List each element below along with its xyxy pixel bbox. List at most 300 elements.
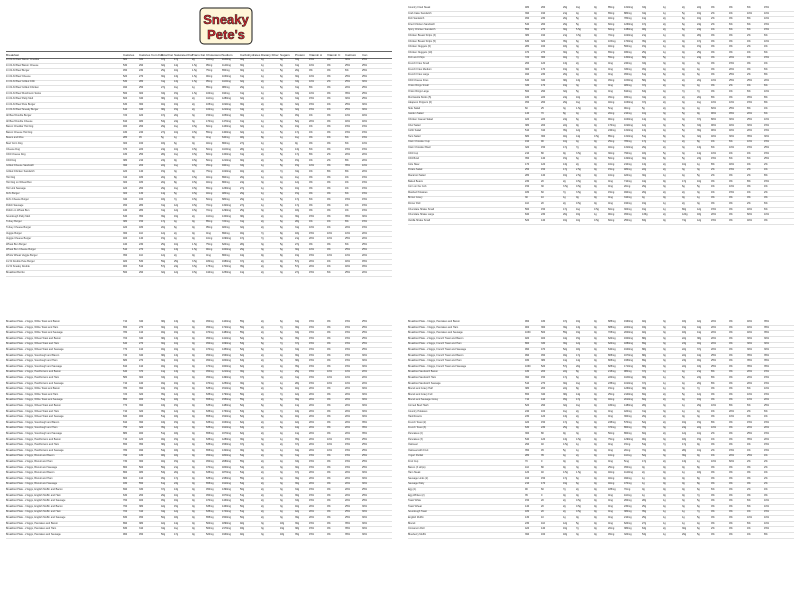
cell-vitamin-a: 20%: [711, 348, 717, 351]
cell-calcium: 10%: [345, 114, 351, 117]
cell-cholesterol: 170mg: [608, 123, 616, 127]
cell-calories: 860: [123, 465, 128, 469]
cell-calories-from-fat: 260: [139, 493, 144, 497]
cell-vitamin-a: 8%: [711, 370, 715, 374]
cell-iron: 30%: [764, 348, 770, 351]
cell-protein: 3g: [697, 62, 700, 65]
cell-sodium: 1520mg: [222, 415, 232, 419]
cell-sugars: 22g: [682, 348, 687, 351]
cell-sugars: 4g: [682, 370, 685, 374]
cell-carbohydrates: 89g: [642, 359, 647, 363]
cell-sugars: 6g: [280, 348, 283, 351]
cell-total-fat: 38g: [161, 353, 166, 357]
cell-iron: 2%: [764, 460, 768, 463]
cell-total-fat: 30g: [161, 248, 166, 252]
cell-trans-fat: 0g: [594, 17, 597, 21]
cell-saturated-fat: 3g: [576, 532, 579, 536]
cell-iron: 25%: [764, 157, 770, 161]
cell-vitamin-a: 4%: [309, 158, 313, 162]
cell-vitamin-c: 0%: [327, 175, 331, 179]
cell-vitamin-c: 0%: [327, 164, 331, 168]
cell-total-fat: 26g: [563, 213, 568, 217]
cell-vitamin-a: 6%: [711, 146, 715, 149]
cell-item-name: Breakfast Plate - 2 Eggs, Pancakes and Sausage: [6, 532, 61, 536]
cell-trans-fat: 0.5g: [192, 153, 197, 157]
cell-iron: 35%: [764, 364, 770, 368]
cell-protein: 4g: [697, 67, 700, 71]
cell-calcium: 4%: [345, 181, 349, 185]
cell-item-name: Corn on the Cob: [408, 185, 427, 189]
cell-vitamin-c: 0%: [729, 45, 733, 49]
cell-sodium: 2010mg: [624, 398, 634, 402]
cell-trans-fat: 0g: [594, 39, 597, 43]
cell-trans-fat: 0g: [594, 420, 597, 424]
cell-carbohydrates: 44g: [642, 179, 647, 183]
cell-iron: 2%: [764, 482, 768, 486]
cell-calcium: 4%: [747, 151, 751, 155]
cell-cholesterol: 40mg: [608, 45, 615, 49]
cell-carbohydrates: 17g: [642, 140, 647, 144]
cell-dietary-fiber: 1g: [261, 69, 264, 73]
cell-vitamin-a: 15%: [309, 454, 315, 458]
cell-calories: 280: [525, 45, 530, 49]
cell-dietary-fiber: 2g: [261, 426, 264, 430]
cell-protein: 36g: [295, 214, 300, 218]
cell-calories: 350: [525, 448, 530, 452]
cell-calcium: 40%: [345, 259, 351, 263]
cell-iron: 35%: [764, 325, 770, 329]
cell-iron: 15%: [764, 22, 770, 26]
cell-iron: 30%: [362, 353, 368, 357]
cell-carbohydrates: 31g: [642, 409, 647, 413]
cell-calcium: 6%: [345, 69, 349, 73]
cell-calcium: 30%: [345, 97, 351, 101]
cell-dietary-fiber: 2g: [261, 504, 264, 508]
cell-calcium: 15%: [747, 146, 753, 149]
cell-saturated-fat: 10g: [174, 69, 179, 73]
cell-dietary-fiber: 3g: [261, 181, 264, 185]
cell-calcium: 10%: [747, 398, 753, 402]
cell-protein: 57g: [295, 259, 300, 263]
cell-total-fat: 29g: [161, 186, 166, 190]
cell-carbohydrates: 53g: [642, 532, 647, 536]
cell-sodium: 330mg: [624, 67, 632, 71]
cell-calories: 560: [525, 207, 530, 211]
cell-trans-fat: 0g: [594, 353, 597, 357]
cell-total-fat: 27g: [161, 86, 166, 89]
cell-protein: 41g: [295, 404, 300, 407]
cell-iron: 15%: [764, 443, 770, 447]
cell-carbohydrates: 19g: [642, 202, 647, 205]
cell-carbohydrates: 36g: [240, 448, 245, 452]
cell-calories-from-fat: 140: [541, 218, 546, 222]
cell-carbohydrates: 22g: [642, 168, 647, 172]
cell-calcium: 20%: [747, 112, 753, 116]
cell-iron: 30%: [362, 482, 368, 486]
cell-trans-fat: 0g: [594, 476, 597, 480]
cell-vitamin-a: 0%: [711, 62, 715, 65]
cell-vitamin-a: 0%: [711, 499, 715, 503]
cell-calories: 300: [123, 142, 128, 145]
cell-dietary-fiber: 2g: [663, 460, 666, 463]
cell-vitamin-c: 10%: [327, 437, 333, 441]
cell-dietary-fiber: 9g: [663, 179, 666, 183]
cell-item-name: Bacon (3 strips): [408, 465, 426, 469]
cell-total-fat: 24g: [161, 147, 166, 151]
cell-total-fat: 30g: [563, 50, 568, 54]
cell-calories-from-fat: 340: [139, 320, 144, 323]
cell-calories-from-fat: 530: [139, 259, 144, 263]
cell-protein: 44g: [697, 353, 702, 357]
cell-vitamin-a: 20%: [309, 119, 315, 123]
cell-sodium: 780mg: [624, 17, 632, 21]
cell-calcium: 25%: [345, 108, 351, 112]
cell-calories: 520: [525, 218, 530, 222]
cell-saturated-fat: 12g: [174, 392, 179, 396]
cell-dietary-fiber: 9g: [663, 448, 666, 452]
header-protein: Protein: [295, 53, 305, 57]
cell-sugars: 3g: [682, 504, 685, 508]
cell-calories: 420: [123, 170, 128, 173]
cell-carbohydrates: 32g: [240, 130, 245, 134]
cell-iron: 10%: [764, 504, 770, 508]
cell-cholesterol: 450mg: [206, 493, 214, 497]
cell-calcium: 35%: [345, 527, 351, 531]
cell-vitamin-c: 0%: [729, 336, 733, 340]
cell-saturated-fat: 16g: [174, 348, 179, 351]
cell-vitamin-c: 0%: [327, 532, 331, 536]
cell-dietary-fiber: 0g: [663, 476, 666, 480]
cell-item-name: Jalapeno Poppers (6): [408, 101, 432, 105]
cell-sodium: 240mg: [624, 62, 632, 65]
cell-sugars: 3g: [280, 270, 283, 274]
cell-carbohydrates: 47g: [642, 22, 647, 26]
cell-vitamin-a: 8%: [711, 376, 715, 379]
cell-sugars: 5g: [682, 376, 685, 379]
cell-protein: 10g: [697, 432, 702, 435]
cell-calories-from-fat: 260: [541, 6, 546, 9]
cell-sodium: 420mg: [624, 409, 632, 413]
cell-calories-from-fat: 230: [541, 426, 546, 430]
cell-carbohydrates: 14g: [642, 118, 647, 121]
cell-protein: 12g: [697, 392, 702, 396]
cell-calories: 960: [525, 320, 530, 323]
cell-trans-fat: 0g: [594, 123, 597, 127]
cell-carbohydrates: 30g: [240, 158, 245, 162]
cell-protein: 28g: [295, 220, 300, 224]
cell-total-fat: 39g: [161, 214, 166, 218]
cell-cholesterol: 40mg: [608, 398, 615, 402]
cell-item-name: 1/4 lb All Beef Cheese: [6, 74, 31, 78]
cell-calories: 650: [123, 325, 128, 329]
cell-cholesterol: 40mg: [608, 471, 615, 475]
cell-total-fat: 17g: [563, 146, 568, 149]
cell-vitamin-a: 15%: [309, 359, 315, 363]
cell-trans-fat: 0g: [594, 11, 597, 15]
cell-item-name: Breakfast Plate - 2 Eggs, French Toast and Bacon: [408, 336, 464, 340]
cell-saturated-fat: 18g: [174, 454, 179, 458]
cell-calories: 180: [525, 510, 530, 514]
cell-calcium: 20%: [345, 476, 351, 480]
cell-total-fat: 4g: [563, 454, 566, 458]
cell-total-fat: 42g: [161, 504, 166, 508]
cell-calories-from-fat: 160: [541, 532, 546, 536]
cell-protein: 11g: [295, 136, 299, 140]
cell-carbohydrates: 1g: [642, 482, 645, 486]
cell-protein: 34g: [295, 348, 300, 351]
cell-trans-fat: 0g: [594, 331, 597, 335]
cell-item-name: Bacon Cheddar Hot Dog: [6, 125, 34, 129]
cell-protein: 41g: [295, 432, 300, 435]
cell-iron: 10%: [764, 11, 770, 15]
cell-calories-from-fat: 120: [541, 437, 546, 441]
cell-vitamin-a: 0%: [309, 69, 313, 73]
cell-cholesterol: 75mg: [206, 242, 213, 246]
cell-total-fat: 46g: [161, 348, 166, 351]
cell-trans-fat: 0g: [594, 185, 597, 189]
cell-vitamin-c: 20%: [729, 56, 735, 60]
cell-item-name: 1/4 lb All Beef Pete Burger: [6, 102, 36, 106]
cell-protein: 42g: [295, 510, 300, 514]
cell-iron: 4%: [764, 415, 768, 419]
cell-carbohydrates: 52g: [642, 420, 647, 424]
cell-sugars: 3g: [280, 504, 283, 508]
cell-item-name: Breakfast Plate - 3 Eggs, French Toast and Sausage: [408, 364, 467, 368]
cell-protein: 24g: [697, 22, 702, 26]
cell-total-fat: 59g: [161, 259, 166, 263]
cell-iron: 30%: [362, 471, 368, 475]
cell-saturated-fat: 3g: [576, 432, 579, 435]
cell-carbohydrates: 37g: [240, 376, 245, 379]
cell-vitamin-c: 0%: [729, 381, 733, 385]
cell-calories-from-fat: 260: [541, 22, 546, 26]
cell-calories-from-fat: 470: [541, 348, 546, 351]
cell-iron: 30%: [362, 102, 368, 106]
cell-calories: 380: [525, 34, 530, 37]
cell-item-name: Onion Rings Large: [408, 90, 429, 93]
cell-vitamin-c: 0%: [327, 69, 331, 73]
cell-dietary-fiber: 2g: [261, 97, 264, 101]
cell-total-fat: 51g: [161, 432, 166, 435]
cell-calories: 360: [123, 231, 128, 235]
cell-vitamin-a: 15%: [309, 499, 315, 503]
cell-dietary-fiber: 0g: [663, 482, 666, 486]
cell-calcium: 20%: [345, 226, 351, 229]
cell-saturated-fat: 1.5g: [576, 106, 581, 110]
cell-calories-from-fat: 180: [139, 226, 144, 229]
cell-calories-from-fat: 520: [541, 364, 546, 368]
cell-calcium: 15%: [345, 336, 351, 340]
cell-item-name: Breakfast Plate - 2 Eggs, Biscuit and Ham: [6, 460, 53, 463]
cell-vitamin-c: 10%: [729, 415, 735, 419]
cell-item-name: Breakfast Plate - 3 Eggs, Wheat Toast and Ham: [6, 409, 60, 413]
cell-saturated-fat: 3g: [174, 170, 177, 173]
cell-calcium: 8%: [747, 17, 751, 21]
cell-calories: 360: [525, 432, 530, 435]
cell-calories-from-fat: 330: [139, 488, 144, 491]
cell-calories-from-fat: 150: [541, 376, 546, 379]
cell-vitamin-a: 15%: [309, 353, 315, 357]
cell-calories: 230: [525, 521, 530, 525]
cell-dietary-fiber: 2g: [261, 493, 264, 497]
cell-calcium: 2%: [747, 460, 751, 463]
cell-cholesterol: 100mg: [206, 108, 214, 112]
cell-carbohydrates: 36g: [240, 437, 245, 441]
cell-item-name: Chicken Nuggets (10): [408, 50, 433, 54]
cell-dietary-fiber: 2g: [261, 108, 264, 112]
cell-iron: 8%: [764, 101, 768, 105]
cell-calcium: 40%: [747, 325, 753, 329]
cell-protein: 37g: [295, 342, 300, 346]
cell-vitamin-c: 0%: [327, 420, 331, 424]
cell-protein: 9g: [295, 142, 298, 145]
cell-total-fat: 8g: [563, 112, 566, 116]
cell-sugars: 5g: [280, 125, 283, 129]
cell-calories: 380: [123, 158, 128, 162]
cell-item-name: Breakfast Plate - 2 Eggs, Sourdough and Bacon: [6, 353, 60, 357]
cell-sugars: 5g: [280, 186, 283, 190]
cell-protein: 8g: [697, 140, 700, 144]
cell-total-fat: 38g: [161, 336, 166, 340]
cell-carbohydrates: 13g: [642, 129, 647, 133]
cell-trans-fat: 0.5g: [192, 181, 197, 185]
cell-item-name: French Toast (3): [408, 426, 427, 430]
cell-sugars: 6g: [280, 226, 283, 229]
cell-vitamin-a: 20%: [711, 325, 717, 329]
cell-protein: 30g: [295, 465, 300, 469]
cell-protein: 3g: [697, 168, 700, 172]
cell-protein: 12g: [697, 218, 702, 222]
cell-calories: 260: [525, 62, 530, 65]
cell-cholesterol: 620mg: [608, 342, 616, 346]
cell-vitamin-a: 20%: [309, 409, 315, 413]
cell-carbohydrates: 92g: [240, 521, 245, 525]
cell-vitamin-a: 15%: [309, 58, 315, 61]
cell-item-name: Breakfast Plate - 3 Eggs, Hashbrowns and Bacon: [6, 437, 61, 441]
cell-sugars: 120g: [682, 213, 688, 217]
cell-iron: 15%: [362, 181, 368, 185]
cell-calories: 520: [525, 404, 530, 407]
cell-trans-fat: 2g: [192, 97, 195, 101]
cell-item-name: 1/2 lb Double Pete Burger: [6, 259, 35, 263]
cell-calcium: 25%: [345, 248, 351, 252]
cell-iron: 6%: [764, 207, 768, 211]
cell-trans-fat: 0g: [594, 84, 597, 88]
cell-sodium: 1400mg: [222, 130, 232, 134]
cell-dietary-fiber: 2g: [261, 476, 264, 480]
cell-calories: 130: [525, 516, 530, 519]
cell-calories: 450: [123, 69, 128, 73]
cell-saturated-fat: 4g: [576, 140, 579, 144]
cell-saturated-fat: 7g: [576, 146, 579, 149]
cell-vitamin-a: 4%: [711, 140, 715, 144]
cell-vitamin-c: 0%: [327, 203, 331, 207]
header-vitamin-c: Vitamin C: [327, 53, 341, 57]
cell-item-name: Breakfast Plate - 2 Eggs, English Muffin and Ham: [6, 493, 61, 497]
cell-trans-fat: 0g: [594, 504, 597, 508]
cell-protein: 5g: [697, 185, 700, 189]
cell-vitamin-a: 0%: [309, 136, 313, 140]
cell-protein: 27g: [295, 270, 300, 274]
cell-item-name: Biscuit and Gravy Half: [408, 387, 433, 391]
cell-total-fat: 25g: [563, 426, 568, 430]
cell-saturated-fat: 11g: [174, 186, 178, 190]
cell-item-name: French Fries Large: [408, 73, 430, 77]
cell-iron: 25%: [362, 342, 368, 346]
cell-iron: 30%: [362, 521, 368, 525]
cell-dietary-fiber: 2g: [261, 432, 264, 435]
cell-item-name: Beef Corn Dog: [6, 142, 23, 145]
cell-item-name: Kid's Burger: [6, 192, 20, 196]
cell-sugars: 1g: [280, 370, 283, 374]
cell-vitamin-a: 4%: [711, 28, 715, 32]
cell-item-name: 1/4 lb All Beef Bacon Cheese: [6, 63, 39, 67]
cell-iron: 15%: [764, 28, 770, 32]
cell-item-name: Crab Cake Sandwich: [408, 11, 432, 15]
cell-saturated-fat: 4g: [576, 73, 579, 77]
cell-calories: 810: [123, 364, 128, 368]
cell-cholesterol: 40mg: [206, 192, 213, 196]
cell-dietary-fiber: 3g: [663, 62, 666, 65]
cell-total-fat: 7g: [563, 488, 566, 491]
cell-calories-from-fat: 150: [541, 146, 546, 149]
cell-sodium: 190mg: [624, 202, 632, 205]
cell-protein: 10g: [697, 448, 702, 452]
cell-protein: 7g: [697, 387, 700, 391]
cell-vitamin-c: 0%: [327, 348, 331, 351]
cell-trans-fat: 0g: [192, 325, 195, 329]
cell-saturated-fat: 18g: [174, 398, 179, 402]
cell-item-name: Turkey Burger: [6, 220, 22, 224]
cell-saturated-fat: 13g: [174, 488, 179, 491]
cell-carbohydrates: 52g: [240, 348, 245, 351]
cell-sugars: 1g: [280, 136, 283, 140]
cell-vitamin-c: 0%: [327, 331, 331, 335]
cell-calcium: 15%: [345, 460, 351, 463]
cell-sugars: 6g: [280, 80, 283, 84]
cell-calcium: 20%: [345, 493, 351, 497]
cell-iron: 4%: [764, 106, 768, 110]
cell-trans-fat: 0g: [594, 320, 597, 323]
cell-vitamin-a: 20%: [309, 420, 315, 424]
cell-iron: 8%: [764, 174, 768, 177]
cell-trans-fat: 3g: [192, 119, 195, 123]
cell-sugars: 8g: [280, 231, 283, 235]
cell-calories: 240: [525, 409, 530, 413]
cell-trans-fat: 0g: [192, 471, 195, 475]
cell-sodium: 480mg: [624, 168, 632, 172]
cell-vitamin-c: 0%: [729, 331, 733, 335]
cell-cholesterol: 0mg: [608, 185, 613, 189]
cell-calcium: 40%: [747, 320, 753, 323]
cell-dietary-fiber: 2g: [261, 516, 264, 519]
cell-vitamin-a: 2%: [711, 17, 715, 21]
cell-protein: 31g: [295, 376, 300, 379]
cell-vitamin-c: 15%: [729, 448, 735, 452]
cell-saturated-fat: 2.5g: [576, 174, 581, 177]
cell-cholesterol: 410mg: [206, 270, 214, 274]
cell-trans-fat: 0g: [192, 488, 195, 491]
cell-iron: 20%: [362, 153, 368, 157]
cell-sodium: 1320mg: [222, 448, 232, 452]
cell-vitamin-c: 15%: [729, 62, 735, 65]
cell-calories: 510: [123, 248, 128, 252]
cell-calories-from-fat: 270: [139, 248, 144, 252]
cell-cholesterol: 40mg: [206, 175, 213, 179]
cell-cholesterol: 60mg: [608, 22, 615, 26]
cell-vitamin-a: 0%: [711, 45, 715, 49]
cell-saturated-fat: 6g: [576, 476, 579, 480]
